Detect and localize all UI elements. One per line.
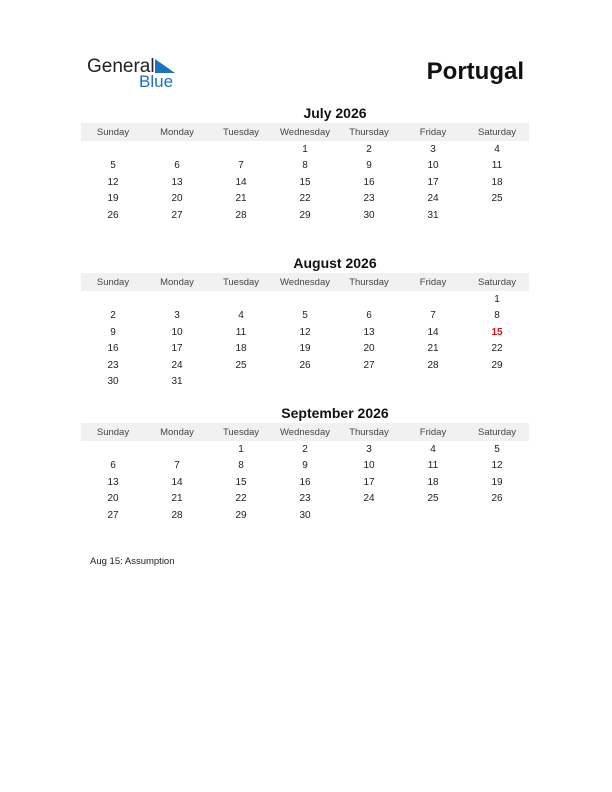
day-cell: 12 [107,176,119,188]
day-cell: 10 [363,460,375,472]
day-cell: 7 [238,160,244,172]
weekday-label: Thursday [349,276,389,288]
day-cell: 14 [171,476,183,488]
day-cell: 4 [494,143,500,155]
week-row [81,357,529,374]
day-cell: 31 [427,209,439,221]
day-cell: 25 [235,359,247,371]
day-cell: 3 [430,143,436,155]
day-cell: 28 [427,359,439,371]
day-cell: 5 [494,443,500,455]
weekday-label: Wednesday [280,426,330,438]
week-row [81,158,529,175]
day-cell: 16 [363,176,375,188]
day-cell: 28 [235,209,247,221]
day-cell: 2 [366,143,372,155]
week-row [81,174,529,191]
week-row [81,341,529,358]
weekday-label: Tuesday [222,126,260,138]
day-cell: 26 [491,493,503,505]
day-cell: 25 [491,193,503,205]
day-cell: 22 [299,193,311,205]
logo-triangle-icon [155,59,175,73]
day-cell: 17 [427,176,439,188]
week-row [81,458,529,475]
day-cell: 19 [491,476,503,488]
logo-text-blue: Blue [139,72,174,91]
day-cell: 21 [427,343,439,355]
weekday-label: Monday [160,276,194,288]
day-cell: 7 [174,460,180,472]
weekday-label: Thursday [349,126,389,138]
day-cell: 7 [430,310,436,322]
day-cell: 23 [299,493,311,505]
week-row [81,374,529,391]
day-cell: 18 [427,476,439,488]
day-cell: 11 [427,460,439,472]
day-cell: 23 [363,193,375,205]
day-cell: 4 [430,443,436,455]
day-cell: 17 [171,343,183,355]
day-cell: 6 [174,160,180,172]
day-cell: 24 [363,493,375,505]
day-cell: 25 [427,493,439,505]
week-row [81,191,529,208]
day-cell: 29 [491,359,503,371]
weekday-label: Sunday [96,276,130,288]
day-cell: 30 [107,376,119,388]
weekday-label: Friday [419,276,447,288]
week-row [81,474,529,491]
day-cell: 16 [299,476,311,488]
day-cell: 24 [427,193,439,205]
week-row [81,491,529,508]
day-cell: 30 [363,209,375,221]
day-cell: 1 [494,293,500,305]
week-row [81,291,529,308]
day-cell: 2 [110,310,116,322]
day-cell: 13 [363,326,375,338]
day-cell: 3 [174,310,180,322]
country-title: Portugal [426,58,524,85]
weekday-label: Saturday [477,126,517,138]
day-cell: 29 [299,209,311,221]
day-cell: 15 [299,176,311,188]
day-cell: 19 [107,193,119,205]
day-cell: 16 [107,343,119,355]
day-cell: 19 [299,343,311,355]
week-row [81,441,529,458]
day-cell: 1 [238,443,244,455]
day-cell: 8 [494,310,500,322]
week-row [81,507,529,524]
day-cell: 26 [299,359,311,371]
holiday-note: Aug 15: Assumption [90,556,175,567]
day-cell: 9 [302,460,308,472]
day-cell: 6 [366,310,372,322]
day-cell: 15 [235,476,247,488]
weekday-label: Thursday [349,426,389,438]
day-cell: 8 [238,460,244,472]
day-cell: 14 [235,176,247,188]
weekday-label: Wednesday [280,126,330,138]
day-cell: 27 [363,359,375,371]
day-cell: 28 [171,509,183,521]
weekday-label: Saturday [477,426,517,438]
weekday-header [81,423,529,441]
day-cell: 13 [171,176,183,188]
weekday-label: Monday [160,426,194,438]
month-july [81,105,529,224]
day-cell: 4 [238,310,244,322]
day-cell: 29 [235,509,247,521]
day-cell: 22 [235,493,247,505]
day-cell: 27 [171,209,183,221]
day-cell: 9 [110,326,116,338]
weekday-label: Wednesday [280,276,330,288]
day-cell: 24 [171,359,183,371]
month-title: July 2026 [303,105,367,121]
day-cell: 11 [491,160,503,172]
month-august [81,255,529,390]
weekday-label: Friday [419,426,447,438]
day-cell: 26 [107,209,119,221]
weekday-label: Sunday [96,126,130,138]
day-cell: 21 [171,493,183,505]
month-title: September 2026 [281,405,389,421]
holiday-day-cell: 15 [491,326,503,338]
day-cell: 18 [491,176,503,188]
weekday-label: Monday [160,126,194,138]
weekday-label: Tuesday [222,426,260,438]
day-cell: 2 [302,443,308,455]
day-cell: 11 [235,326,247,338]
weekday-label: Saturday [477,276,517,288]
weekday-label: Sunday [96,426,130,438]
week-row [81,207,529,224]
day-cell: 23 [107,359,119,371]
day-cell: 13 [107,476,119,488]
day-cell: 3 [366,443,372,455]
month-title: August 2026 [293,255,377,271]
weekday-label: Friday [419,126,447,138]
day-cell: 12 [299,326,311,338]
day-cell: 12 [491,460,503,472]
month-september [81,405,529,524]
day-cell: 20 [107,493,119,505]
day-cell: 22 [491,343,503,355]
day-cell: 21 [235,193,247,205]
day-cell: 6 [110,460,116,472]
weekday-header [81,123,529,141]
day-cell: 10 [427,160,439,172]
day-cell: 8 [302,160,308,172]
day-cell: 14 [427,326,439,338]
day-cell: 20 [171,193,183,205]
day-cell: 31 [171,376,183,388]
day-cell: 1 [302,143,308,155]
day-cell: 20 [363,343,375,355]
day-cell: 18 [235,343,247,355]
week-row [81,324,529,341]
day-cell: 27 [107,509,119,521]
day-cell: 30 [299,509,311,521]
day-cell: 10 [171,326,183,338]
weekday-header [81,273,529,291]
week-row [81,141,529,158]
day-cell: 9 [366,160,372,172]
day-cell: 5 [302,310,308,322]
day-cell: 17 [363,476,375,488]
logo-text-general: General [87,56,155,77]
weekday-label: Tuesday [222,276,260,288]
week-row [81,308,529,325]
day-cell: 5 [110,160,116,172]
